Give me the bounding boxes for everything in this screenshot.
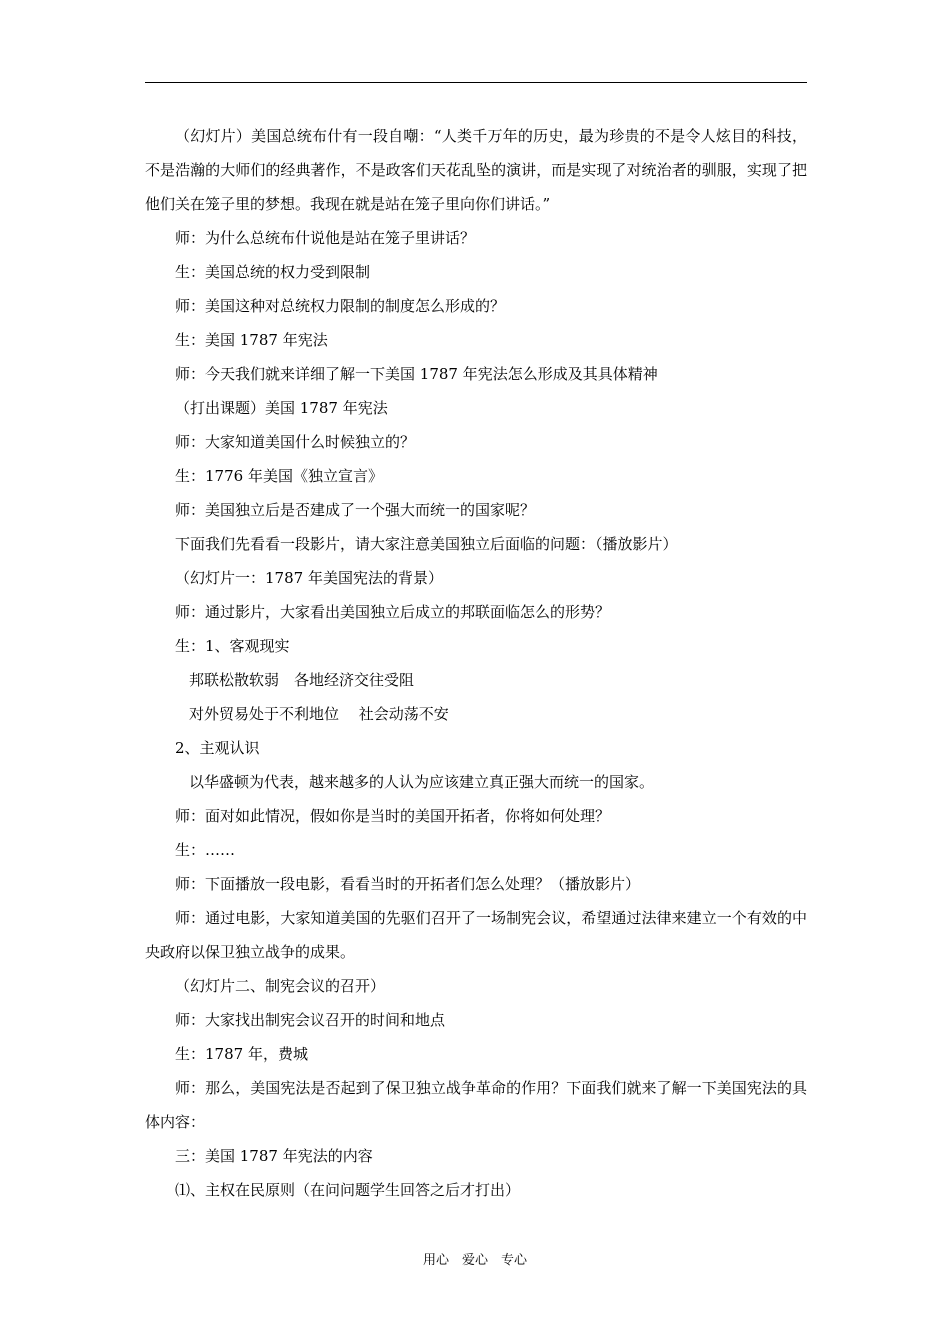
paragraph: 师：下面播放一段电影，看看当时的开拓者们怎么处理？（播放影片） <box>175 875 641 893</box>
paragraph: 师：通过影片，大家看出美国独立后成立的邦联面临怎么的形势？ <box>175 603 611 621</box>
paragraph: 师：今天我们就来详细了解一下美国 1787 年宪法怎么形成及其具体精神 <box>175 365 658 383</box>
document-body <box>145 119 807 1207</box>
paragraph: 2、主观认识 <box>175 739 260 757</box>
paragraph: 邦联松散软弱 各地经济交往受阻 <box>189 671 415 689</box>
paragraph: 师：大家找出制宪会议召开的时间和地点 <box>175 1011 446 1029</box>
paragraph: 师：大家知道美国什么时候独立的？ <box>175 433 416 451</box>
paragraph: 师：美国独立后是否建成了一个强大而统一的国家呢？ <box>175 501 536 519</box>
paragraph: 师：面对如此情况，假如你是当时的美国开拓者，你将如何处理？ <box>175 807 611 825</box>
paragraph: 生：…… <box>175 841 236 859</box>
paragraph: 下面我们先看看一段影片，请大家注意美国独立后面临的问题：（播放影片） <box>175 535 678 553</box>
paragraph: 对外贸易处于不利地位 社会动荡不安 <box>189 705 449 723</box>
paragraph: （幻灯片二、制宪会议的召开） <box>175 977 386 995</box>
paragraph: （幻灯片）美国总统布什有一段自嘲：“人类千万年的历史，最为珍贵的不是令人炫目的科技，不是浩瀚的大师们的经典著作，不是政客们天花乱坠的演讲，而是实现了对统治者的驯服，实现了把他们关在笼子里的梦想。我现在就是站在笼子里向你们讲话。” <box>145 127 807 213</box>
page-footer: 用心 爱心 专心 <box>422 1253 527 1268</box>
paragraph: 师：那么，美国宪法是否起到了保卫独立战争革命的作用？下面我们就来了解一下美国宪法的具体内容： <box>145 1079 807 1131</box>
paragraph: 三：美国 1787 年宪法的内容 <box>175 1147 373 1165</box>
paragraph: 生：1、客观现实 <box>175 637 290 655</box>
paragraph: （幻灯片一：1787 年美国宪法的背景） <box>175 569 443 587</box>
paragraph: 生：1776 年美国《独立宣言》 <box>175 467 383 485</box>
paragraph: 生：美国总统的权力受到限制 <box>175 263 371 281</box>
paragraph: 师：为什么总统布什说他是站在笼子里讲话？ <box>175 229 476 247</box>
header-rule <box>145 82 807 83</box>
paragraph: （打出课题）美国 1787 年宪法 <box>175 399 388 417</box>
paragraph: 师：美国这种对总统权力限制的制度怎么形成的？ <box>175 297 506 315</box>
paragraph: 生：美国 1787 年宪法 <box>175 331 328 349</box>
paragraph: 以华盛顿为代表，越来越多的人认为应该建立真正强大而统一的国家。 <box>189 773 655 791</box>
paragraph: ⑴、主权在民原则（在问问题学生回答之后才打出） <box>175 1181 521 1199</box>
paragraph: 师：通过电影，大家知道美国的先驱们召开了一场制宪会议，希望通过法律来建立一个有效的中央政府以保卫独立战争的成果。 <box>145 909 807 961</box>
paragraph: 生：1787 年，费城 <box>175 1045 308 1063</box>
